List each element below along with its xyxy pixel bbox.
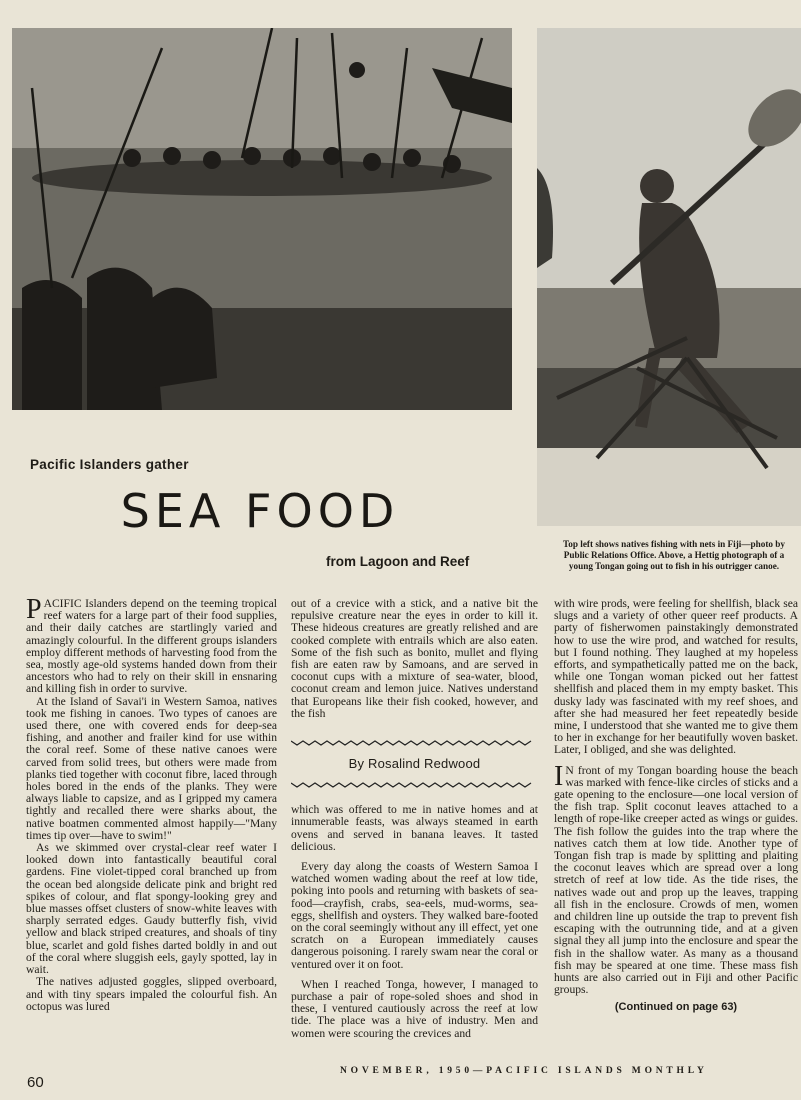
- photo-caption: Top left shows natives fishing with nets in Fiji—photo by Public Relations Office. Above, a Hettig photograph of a young Tongan going out to fish in his outrigger canoe.: [563, 539, 785, 571]
- drop-cap: I: [554, 760, 564, 792]
- article-column-1: [26, 594, 277, 1013]
- page-number: 60: [27, 1074, 44, 1091]
- article-tagline: from Lagoon and Reef: [326, 554, 470, 569]
- article-column-3: [554, 598, 798, 1013]
- paragraph: which was offered to me in native homes and at innumerable feasts, was always steamed in earth ovens and served in banana leaves. It tasted delicious.: [291, 803, 538, 853]
- paragraph: As we skimmed over crystal-clear reef water I looked down into fantastically beautiful coral gardens. Fine violet-tipped coral branched up from the ocean bed alongside delicate pink and bright red spikes of colour, and flat spongy-looking grey and blue masses offset clusters of snow-white leaves with sharply serrated edges. Gaudy butterfly fish, vivid yellow and black striped creatures, and shoals of tiny blue, scarlet and gold fishes darted boldly in and out of the coral where sluggish eels, gayly spotted, lay in wait.: [26, 841, 277, 977]
- article-title: SEA FOOD: [120, 484, 400, 538]
- continued-note: (Continued on page 63): [614, 1000, 738, 1013]
- photo-canoe-scene-illustration: [537, 28, 801, 526]
- byline-block: [291, 738, 538, 790]
- paragraph: out of a crevice with a stick, and a native bit the repulsive creature near the eyes in order to kill it. These hideous creatures are greatly relished and are cooked complete with entrails which are also eaten. Some of the fish such as bonito, mullet and flying fish are eaten raw by Samoans, and are served in coconut cups with a mixture of sea-water, blood, coconut cream and lemon juice. Natives understand that Europeans like their fish cooked, however, and the fish: [291, 597, 538, 720]
- photo-fishing-scene-illustration: [12, 28, 512, 410]
- paragraph: At the Island of Savai'i in Western Samoa, natives took me fishing in canoes. Two types of canoes are used there, one with covered ends for deep-sea fishing, and another and frailer kind for use within the coral reef. Some of these native canoes were carved from solid trees, but others were made from planks tied together with coconut fibre, laced through holes bored in the ends of the planks. They were always liable to capsize, and as I gripped my camera tightly and recalled there were sharks about, the native boatmen commented almost happily—"Many times tip over—have to swim!": [26, 694, 277, 842]
- paragraph: with wire prods, were feeling for shellfish, black sea slugs and a variety of other queer reef products. A party of fisherwomen painstakingly demonstrated how to use the wire prod, and watched for results, but I found nothing. They laughed at my hopeless efforts, and sympathetically patted me on the back, while one Tongan woman picked out her fattest shellfish and placed them in my empty basket. This dusky lady was fascinated with my reef shoes, and after she had measured her feet repeatedly beside mine, I understood that she wanted me to give them to her in exchange for her beautifully woven basket. Later, I obliged, and she was delighted.: [554, 597, 798, 757]
- wave-divider-top: [291, 738, 538, 748]
- paragraph: I N front of my Tongan boarding house the beach was marked with fence-like circles of sticks and a gate opening to the enclosure—one local version of the fish trap. Split coconut leaves attached to a length of rope-like creeper acted as wings or guides. The fish follow the guides into the trap where the natives catch them at low tide. Another type of Tongan fish trap is made by splitting and plaiting the coconut leaves which are spread over a long stretch of reef at low tide. As the tide rises, the natives wade out and prop up the leaves, trapping all fish in the enclosure. Crowds of men, women and children line up outside the trap to prevent fish escaping with the outrunning tide, and at a given signal they all jump into the enclosure and spear the fish in the shallow water. As many as a thousand fish may be speared at one time. These mass fish hunts are also carried out in Fiji and other Pacific groups.: [554, 760, 798, 997]
- drop-cap: P: [26, 594, 42, 625]
- paragraph: Every day along the coasts of Western Samoa I watched women wading about the reef at low tide, poking into pools and returning with baskets of sea-food—crayfish, crabs, sea-eels, mud-worms, sea-eggs, shellfish and oysters. They walked bare-footed on the coral seemingly without any ill effect, yet one scratch on a European immediately causes dangerous poisoning. I rarely swam near the coral or ventured over it on foot.: [291, 860, 538, 971]
- article-kicker: Pacific Islanders gather: [30, 457, 189, 472]
- article-column-2: [291, 598, 538, 1040]
- author-byline: By Rosalind Redwood: [348, 756, 481, 772]
- wave-divider-bottom: [291, 780, 538, 790]
- photo-tongan-boy-in-outrigger-canoe: [537, 28, 801, 526]
- paragraph: When I reached Tonga, however, I managed to purchase a pair of rope-soled shoes and shod in these, I ventured cautiously across the reef at low tide. The place was a hive of industry. Men and women were scouring the crevices and: [291, 977, 538, 1040]
- paragraph: The natives adjusted goggles, slipped overboard, and with tiny spears impaled the colourful fish. An octopus was lured: [26, 975, 277, 1013]
- issue-footer: NOVEMBER, 1950—PACIFIC ISLANDS MONTHLY: [340, 1066, 708, 1076]
- paragraph: PACIFIC Islanders depend on the teeming tropical reef waters for a large part of their food supplies, and their daily catches are startlingly varied and amazingly colourful. In the different groups islanders employ different methods of harvesting food from the sea, mostly age-old systems handed down from their ancestors who had to rely on their skill in ensnaring and killing fish in order to survive.: [26, 594, 277, 696]
- photo-natives-fishing-with-nets: [12, 28, 512, 410]
